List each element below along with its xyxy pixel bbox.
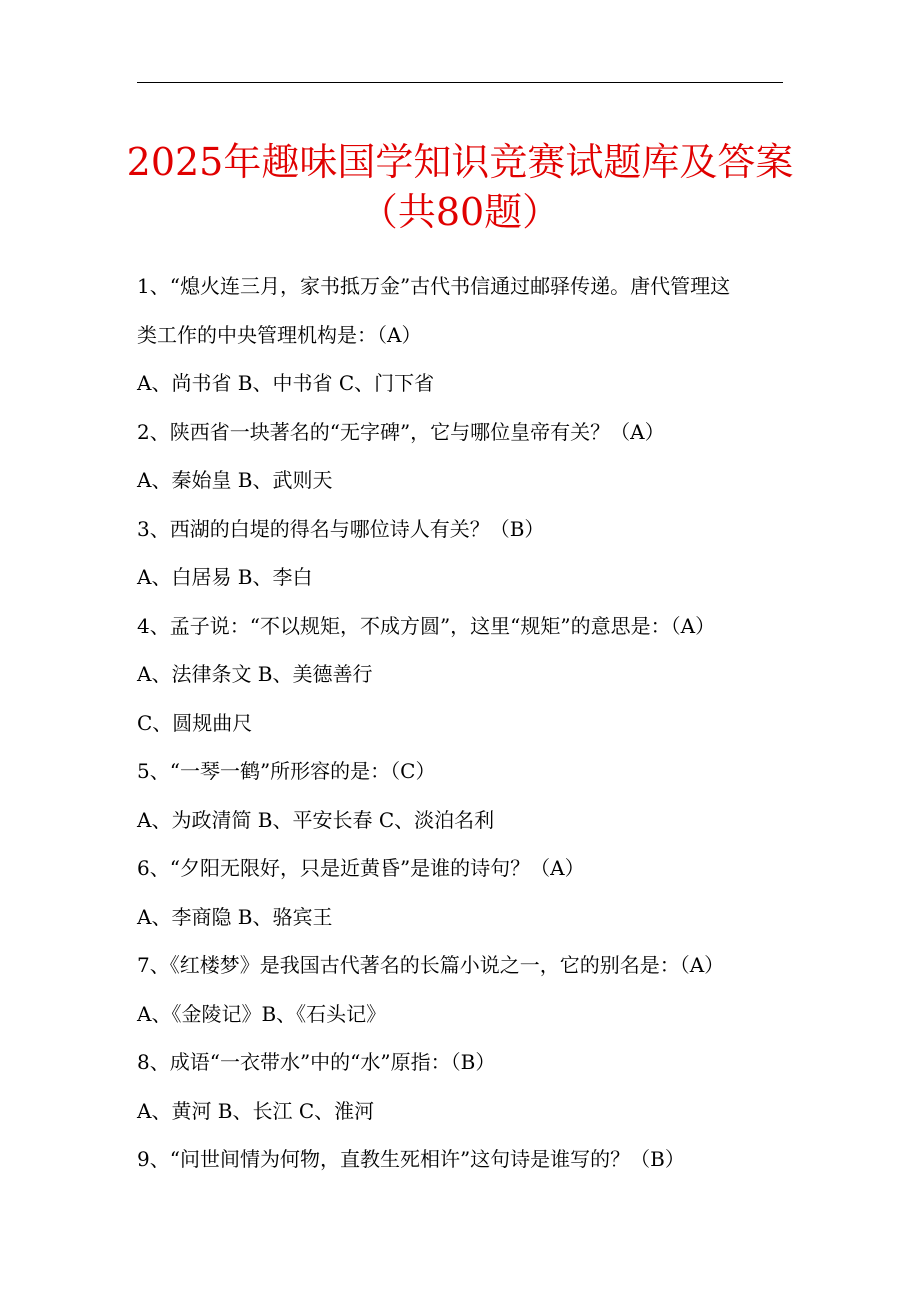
question-7-text: 7、《红楼梦》是我国古代著名的长篇小说之一，它的别名是：（A） [137,953,725,977]
question-1-text: 1、“熄火连三月，家书抵万金”古代书信通过邮驿传递。唐代管理这 [137,274,731,298]
title-line-1: 2025年趣味国学知识竞赛试题库及答案 [126,140,794,185]
question-8-text: 8、成语“一衣带水”中的“水”原指：（B） [137,1050,496,1074]
question-4-options: A、法律条文 B、美德善行 [137,662,373,686]
question-3-options: A、白居易 B、李白 [137,565,313,589]
question-4-text: 4、孟子说：“不以规矩，不成方圆”，这里“规矩”的意思是：（A） [137,613,716,638]
question-7-options: A、《金陵记》B、《石头记》 [137,1001,387,1026]
question-3-text: 3、西湖的白堤的得名与哪位诗人有关？（B） [137,516,545,541]
question-4-options-cont: C、圆规曲尺 [137,710,253,735]
title-line-2: （共80题） [359,190,561,235]
document-title [100,137,820,237]
question-6-text: 6、“夕阳无限好，只是近黄昏”是谁的诗句？（A） [137,856,585,880]
question-8-options: A、黄河 B、长江 C、淮河 [137,1098,375,1123]
question-6-options: A、李商隐 B、骆宾王 [137,904,333,929]
question-2-text: 2、陕西省一块著名的“无字碑”，它与哪位皇帝有关？（A） [137,419,665,444]
question-1-text-cont: 类工作的中央管理机构是：（A） [137,322,422,347]
question-5-options: A、为政清简 B、平安长春 C、淡泊名利 [137,807,495,832]
question-5-text: 5、“一琴一鹤”所形容的是：（C） [137,759,436,783]
question-2-options: A、秦始皇 B、武则天 [137,468,333,492]
question-9-text: 9、“问世间情为何物，直教生死相许”这句诗是谁写的？（B） [137,1147,685,1171]
question-1-options: A、尚书省 B、中书省 C、门下省 [137,371,435,395]
quiz-content [137,262,787,1184]
header-rule [137,82,783,83]
